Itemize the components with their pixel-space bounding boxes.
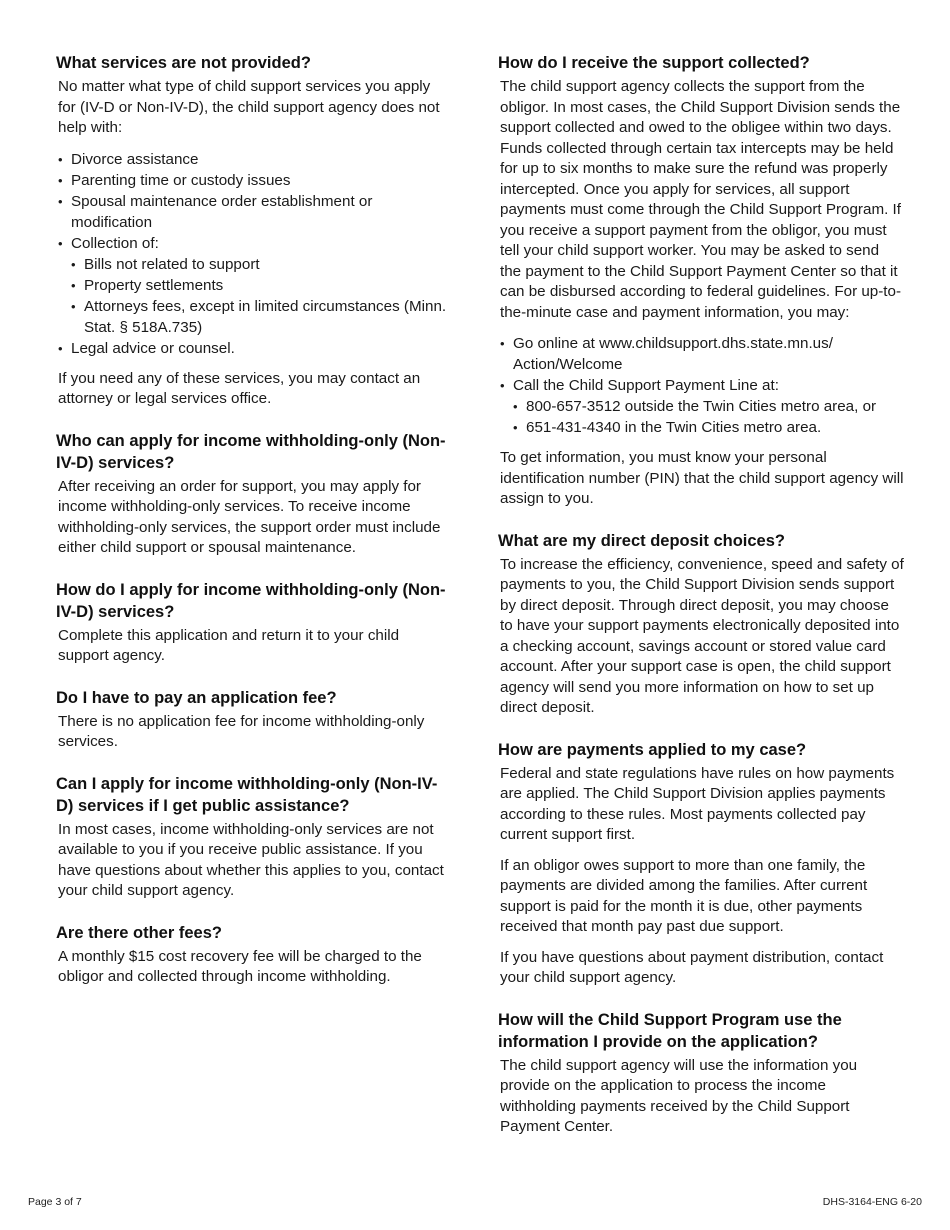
form-id: DHS-3164-ENG 6-20: [822, 1196, 922, 1208]
paragraph: The child support agency will use the information you provide on the application to process the income withholding payments received by the Child Support Payment Center.: [500, 1056, 858, 1135]
section-heading: How will the Child Support Program use the information I provide on the application?: [498, 1010, 842, 1051]
list-item: • Legal advice or counsel.: [58, 338, 452, 359]
section-heading: What are my direct deposit choices?: [498, 531, 785, 550]
sub-list-item: • Bills not related to support: [71, 254, 452, 275]
paragraph: A monthly $15 cost recovery fee will be charged to the obligor and collected through income withholding.: [58, 947, 422, 985]
list-item: • Go online at www.childsupport.dhs.state.mn.us/ Action/Welcome: [500, 333, 904, 375]
page-number: Page 3 of 7: [28, 1196, 82, 1208]
paragraph: In most cases, income withholding-only services are not available to you if you receive public assistance. If you have questions about whether this applies to you, contact your child support agency.: [58, 820, 444, 899]
section-heading: Can I apply for income withholding-only (Non-IV-D) services if I get public assistance?: [56, 774, 438, 815]
paragraph: Complete this application and return it to your child support agency.: [58, 626, 400, 664]
paragraph: To get information, you must know your personal identification number (PIN) that the child support agency will assign to you.: [500, 449, 904, 507]
section-who-can-apply: [56, 430, 452, 559]
contact-options-list: [500, 333, 904, 438]
section-public-assistance: [56, 773, 452, 902]
section-heading: How are payments applied to my case?: [498, 740, 807, 759]
section-services-not-provided: [56, 52, 452, 410]
list-item: • Divorce assistance: [58, 149, 452, 170]
section-heading: Do I have to pay an application fee?: [56, 688, 337, 707]
section-heading: How do I receive the support collected?: [498, 54, 810, 72]
section-heading: How do I apply for income withholding-only (Non-IV-D) services?: [56, 580, 446, 621]
list-item-text: Call the Child Support Payment Line at:: [513, 377, 779, 394]
paragraph: If an obligor owes support to more than one family, the payments are divided among the families. After current support is paid for the month it is due, other payments received that month pay past due support.: [500, 856, 868, 935]
section-heading: What services are not provided?: [56, 54, 311, 72]
left-column: [56, 52, 452, 1008]
services-list: [58, 149, 452, 359]
phone-sub-list: [513, 396, 904, 438]
section-other-fees: [56, 922, 452, 988]
list-item: • Parenting time or custody issues: [58, 170, 452, 191]
list-item: • Spousal maintenance order establishment or modification: [58, 191, 452, 233]
sub-list-item: • 800-657-3512 outside the Twin Cities metro area, or: [513, 396, 904, 417]
list-item-text: Collection of:: [71, 234, 159, 252]
section-information-use: [498, 1009, 904, 1138]
sub-list-item: • Property settlements: [71, 275, 452, 296]
section-heading: Who can apply for income withholding-only (Non-IV-D) services?: [56, 431, 446, 472]
sub-list-item: • 651-431-4340 in the Twin Cities metro area.: [513, 417, 904, 438]
list-item: [500, 375, 904, 438]
sub-list-item: • Attorneys fees, except in limited circumstances (Minn. Stat. § 518A.735): [71, 296, 452, 338]
right-column: [498, 52, 904, 1158]
section-direct-deposit: [498, 530, 904, 719]
section-how-to-apply: [56, 579, 452, 667]
list-item: [58, 233, 452, 338]
section-application-fee: [56, 687, 452, 753]
sub-list: [71, 254, 452, 338]
paragraph: The child support agency collects the support from the obligor. In most cases, the Child Support Division sends the support collected and owed to the obligee within two days. Funds collected through certain tax intercepts may be held for up to six months to make sure the refund was properly intercepted. Once you apply for services, all support payments must come through the Child Support Program. If you receive a support payment from the obligor, you must tell your child support worker. You may be asked to send the payment to the Child Support Payment Center so that it can be disbursed according to federal guidelines. For up-to-the-minute case and payment information, you may:: [500, 78, 902, 321]
paragraph: After receiving an order for support, you may apply for income withholding-only services. To receive income withholding-only services, the support order must include either child support or spousal maintenance.: [58, 477, 441, 556]
paragraph: If you need any of these services, you may contact an attorney or legal services office.: [58, 369, 421, 407]
paragraph: To increase the efficiency, convenience, speed and safety of payments to you, the Child Support Division sends support by direct deposit. Through direct deposit, you may choose to have your support payments electronically deposited into a checking account, savings account or stored value card account. After your support case is open, the child support agency will send you more information on how to set up direct deposit.: [500, 555, 904, 716]
paragraph: If you have questions about payment distribution, contact your child support agency.: [500, 948, 884, 986]
section-receive-support: [498, 52, 904, 510]
paragraph: Federal and state regulations have rules on how payments are applied. The Child Support Division applies payments according to these rules. Most payments collected pay current support first.: [500, 764, 895, 843]
paragraph: There is no application fee for income withholding-only services.: [58, 712, 425, 750]
section-heading: Are there other fees?: [56, 923, 222, 942]
paragraph: No matter what type of child support services you apply for (IV-D or Non-IV-D), the child support agency does not help with:: [58, 78, 440, 136]
section-payments-applied: [498, 739, 904, 989]
